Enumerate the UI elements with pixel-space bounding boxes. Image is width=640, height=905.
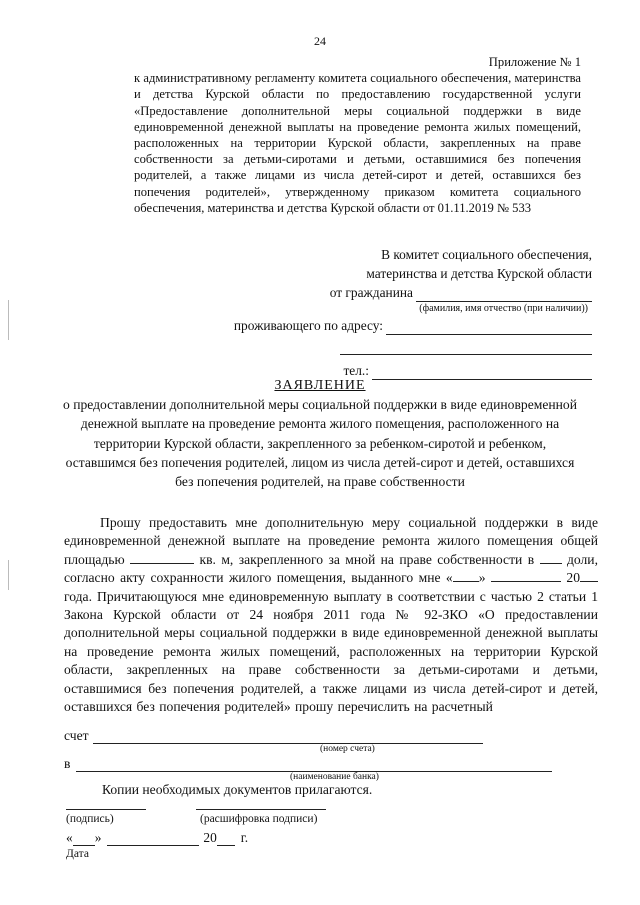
page-subtitle: о предоставлении дополнительной меры социальной поддержки в виде единовременной денежной выплате на проведение ремонта жилого помещения, расположенного на территории Курской области, закрепленного за ребенком-сиротой и ребенком, оставшимся без попечения родителей, лицом из числа детей-сирот и детей, оставшихся без попечения родителей, на праве собственности [63,397,577,490]
from-hint: (фамилия, имя отчество (при наличии)) [419,303,588,314]
body-text-4: » [478,570,486,586]
account-label: счет [64,728,89,743]
account-field[interactable] [93,731,483,744]
margin-mark [8,560,9,590]
phone-label: тел.: [343,363,369,378]
address-field[interactable] [386,321,592,335]
date-year-suffix: г. [240,830,249,845]
addressee-block [162,245,592,380]
bank-label: в [64,756,71,771]
page-number: 24 [314,34,326,48]
signature-label: (подпись) [66,813,114,825]
act-day-field[interactable] [453,569,479,582]
act-month-field[interactable] [491,569,561,582]
account-caption: (номер счета) [320,744,375,754]
area-field[interactable] [130,551,194,564]
address-row [162,316,592,335]
share-field[interactable] [540,551,562,564]
body-text-6: года. Причитающуюся мне единовременную выплату в соответствии с частью 2 статьи 1 Закона Курской области от 24 ноября 2011 года № 92-ЗКО «О предоставлении дополнительной меры социальной поддержки в виде единовременной денежной выплаты на проведение ремонта жилых помещений, расположенных на территории Курской области, закрепленных на праве собственности за детьми-сиротами и детьми, оставшимися без попечения родителей, а также лицами из числа детей-сирот и детей, оставшихся без попечения родителей» прошу перечислить на расчетный [64,588,598,715]
date-row [66,830,248,846]
date-day-field[interactable] [73,833,95,846]
from-label: от гражданина [329,285,413,300]
appendix-text: к административному регламенту комитета социального обеспечения, материнства и детства Курской области по предоставлению государственной услуги «Предоставление дополнительной меры социальной поддержки в виде единовременной денежной выплаты на проведение ремонта жилых помещений, расположенных на территории Курской области, закрепленных на праве собственности за детьми-сиротами и детьми, оставшимися без попечения родителей, а также лицами из числа детей-сирот и детей, оставшихся без попечения родителей», утвержденному приказом комитета социального обеспечения, материнства и детства Курской области от 01.11.2019 № 533 [134,71,581,215]
date-close-quote: » [94,830,102,845]
date-label: Дата [66,848,89,860]
body-paragraph [64,514,598,716]
bank-caption: (наименование банка) [290,772,379,782]
address-field-2[interactable] [340,341,592,355]
body-text-5: 20 [566,570,580,586]
bank-row [64,756,552,772]
copies-text: Копии необходимых документов прилагаются. [102,782,373,797]
heading-block [60,376,580,491]
date-year-prefix: 20 [203,830,217,845]
address-label: проживающего по адресу: [233,318,383,333]
signature-decode-field[interactable] [196,808,326,810]
addressee-line-1: В комитет социального обеспечения, [381,247,592,262]
addressee-line-2: материнства и детства Курской области [366,266,592,281]
from-row [162,283,592,302]
date-year-field[interactable] [217,833,235,846]
address-row-2 [162,341,592,355]
signature-decode-label: (расшифровка подписи) [200,813,318,825]
act-year-field[interactable] [580,569,598,582]
body-text-2: кв. м, закрепленного за мной на праве собственности в [199,551,535,567]
body-text-1: Прошу предоставить мне дополнительную меру социальной поддержки в виде единовременной денежной выплате на проведение ремонта жилого помещения общей площадью [64,515,598,567]
date-month-field[interactable] [107,833,199,846]
appendix-block [134,54,581,216]
margin-mark [8,300,9,340]
page-title: ЗАЯВЛЕНИЕ [274,378,366,393]
bank-field[interactable] [76,759,552,772]
account-row [64,728,483,744]
signature-field[interactable] [66,808,146,810]
appendix-title: Приложение № 1 [488,55,581,69]
date-open-quote: « [66,830,73,845]
from-name-field[interactable] [416,288,592,302]
body-text-3: доли, согласно акту сохранности жилого помещения, выданного мне « [64,551,598,586]
